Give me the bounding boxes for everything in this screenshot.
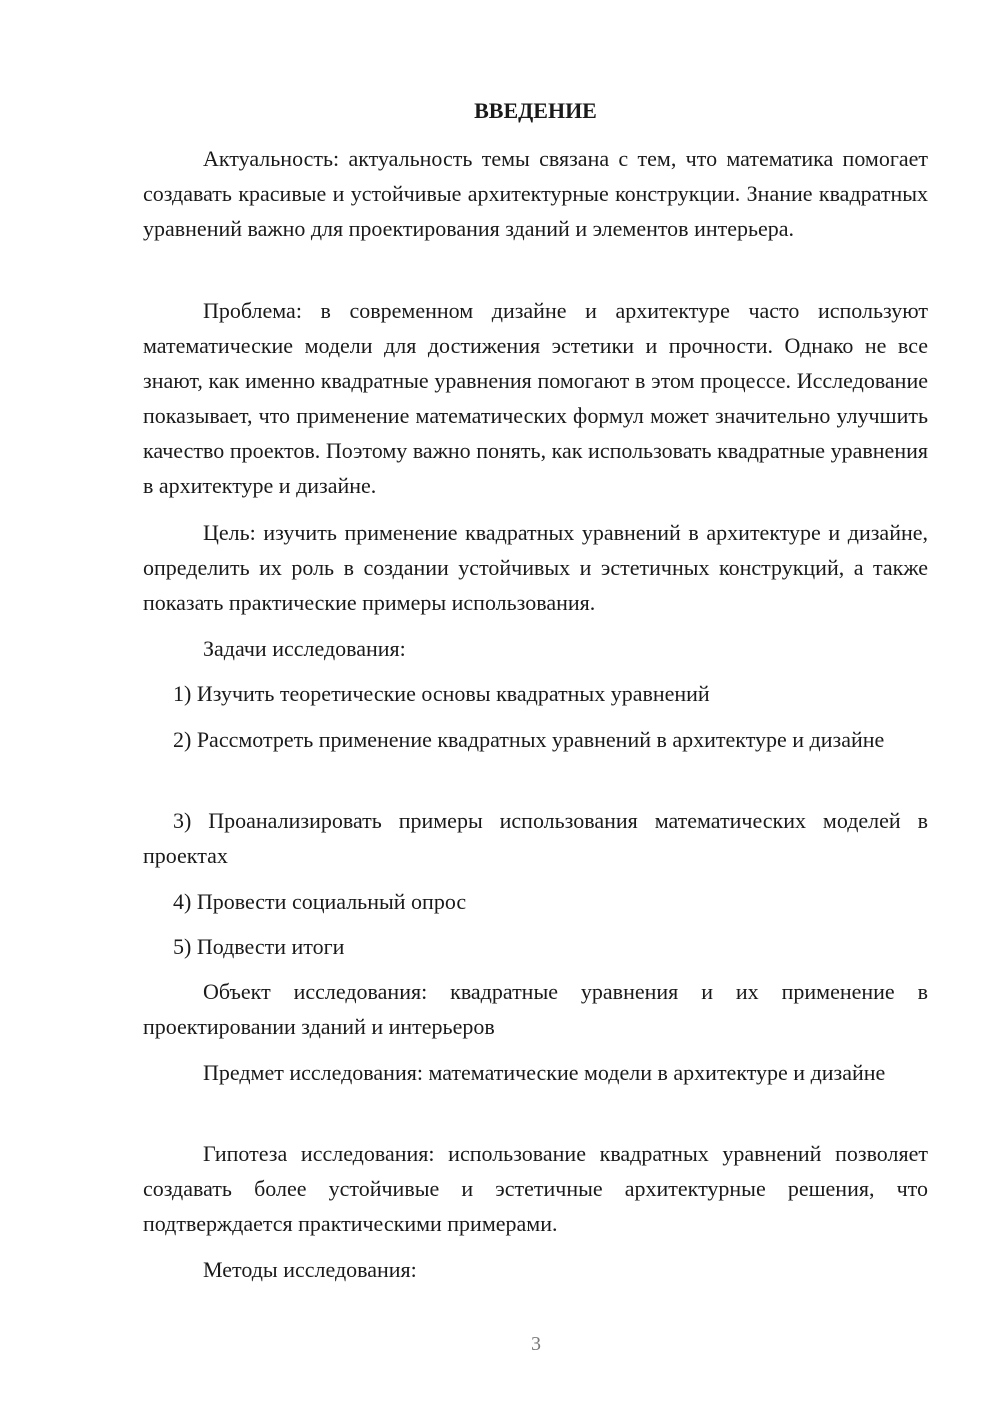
paragraph-methods: Методы исследования: bbox=[203, 1257, 417, 1282]
page-number: 3 bbox=[531, 1333, 541, 1355]
paragraph-goal: Цель: изучить применение квадратных уравнений в архитектуре и дизайне, определить их роль в создании устойчивых и эстетичных конструкций, а также показать практические примеры использования. bbox=[143, 520, 928, 615]
paragraph-relevance: Актуальность: актуальность темы связана с тем, что математика помогает создавать красивые и устойчивые архитектурные конструкции. Знание квадратных уравнений важно для проектирования зданий и элементов интерьера. bbox=[143, 146, 928, 241]
paragraph-hypothesis: Гипотеза исследования: использование квадратных уравнений позволяет создавать более устойчивые и эстетичные архитектурные решения, что подтверждается практическими примерами. bbox=[143, 1141, 928, 1236]
list-item-task-4: 4) Провести социальный опрос bbox=[173, 889, 467, 914]
section-heading: ВВЕДЕНИЕ bbox=[474, 98, 597, 123]
paragraph-subject: Предмет исследования: математические модели в архитектуре и дизайне bbox=[203, 1060, 886, 1085]
list-item-task-3: 3) Проанализировать примеры использования математических моделей в проектах bbox=[143, 808, 928, 868]
list-item-task-2: 2) Рассмотреть применение квадратных уравнений в архитектуре и дизайне bbox=[173, 727, 885, 752]
paragraph-object: Объект исследования: квадратные уравнения и их применение в проектировании зданий и интерьеров bbox=[143, 979, 928, 1039]
paragraph-tasks-heading: Задачи исследования: bbox=[203, 636, 406, 661]
paragraph-problem: Проблема: в современном дизайне и архитектуре часто используют математические модели для достижения эстетики и прочности. Однако не все знают, как именно квадратные уравнения помогают в этом процессе. Исследование показывает, что применение математических формул может значительно улучшить качество проектов. Поэтому важно понять, как использовать квадратные уравнения в архитектуре и дизайне. bbox=[143, 298, 928, 498]
list-item-task-1: 1) Изучить теоретические основы квадратных уравнений bbox=[173, 681, 710, 706]
list-item-task-5: 5) Подвести итоги bbox=[173, 934, 345, 959]
